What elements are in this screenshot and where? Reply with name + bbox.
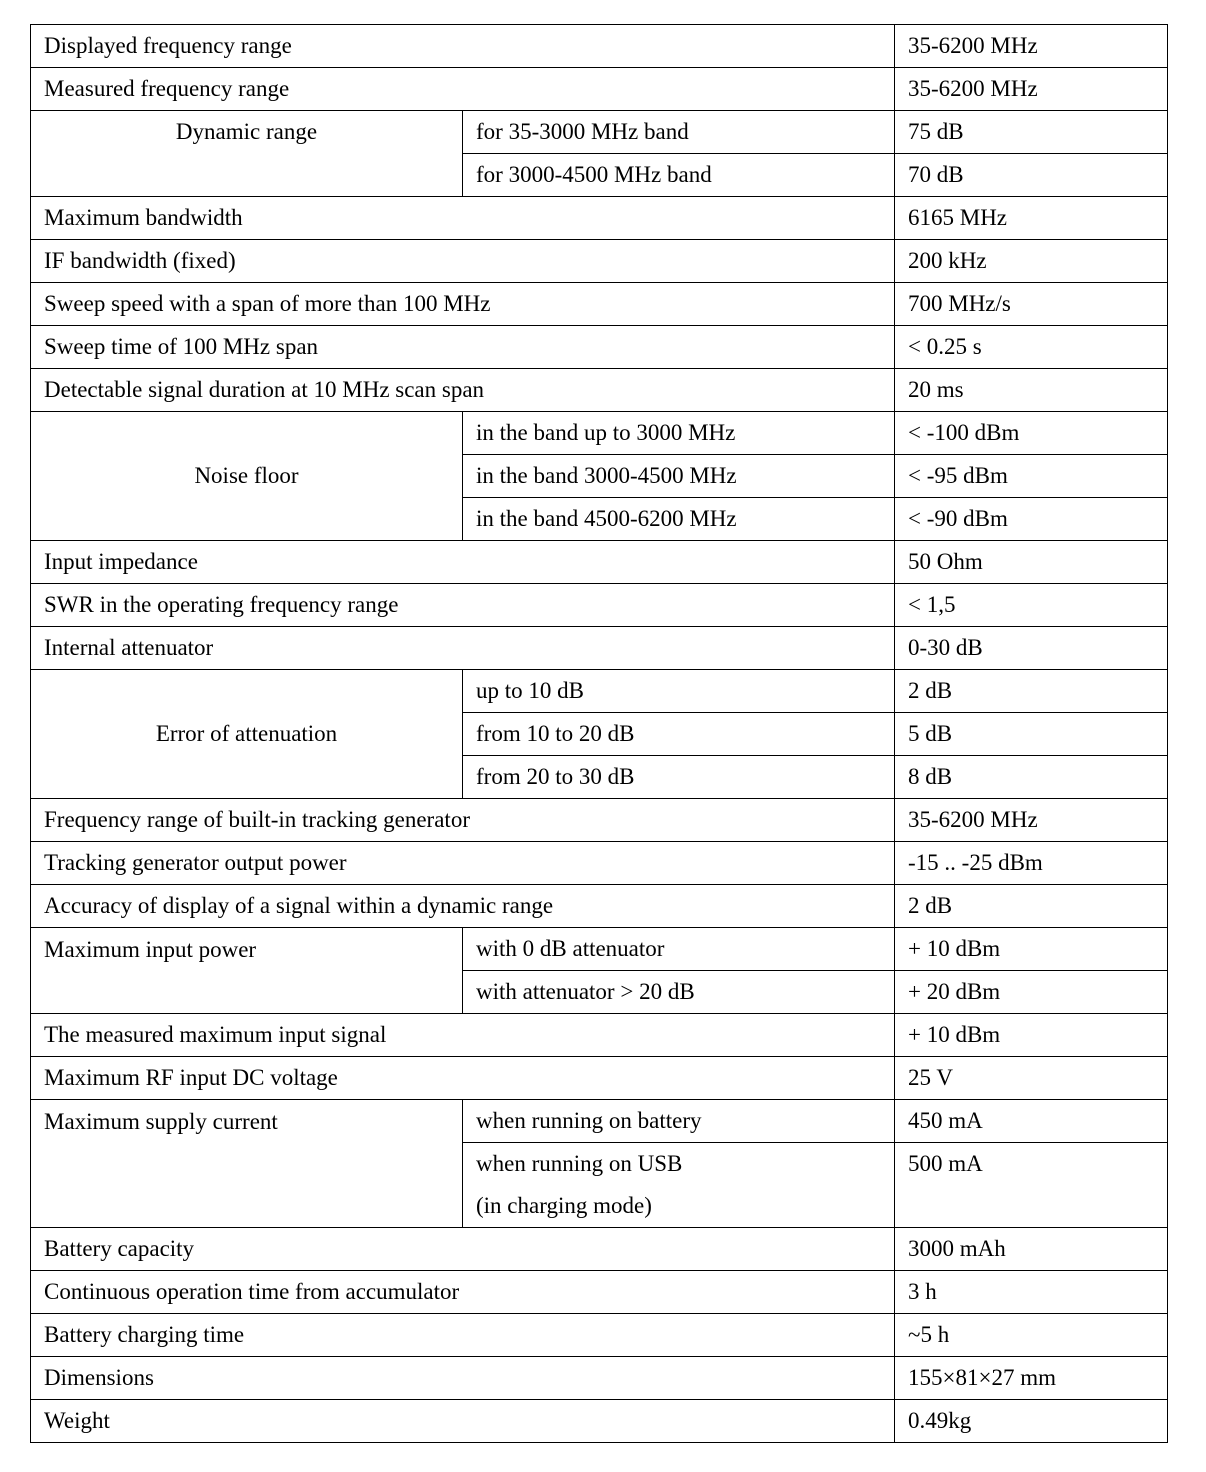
param-value: 70 dB — [895, 154, 1168, 197]
param-value: 3 h — [895, 1271, 1168, 1314]
param-value: + 20 dBm — [895, 971, 1168, 1014]
param-value: 35-6200 MHz — [895, 799, 1168, 842]
param-label: Maximum supply current — [31, 1100, 463, 1228]
param-condition-line: when running on USB — [476, 1151, 683, 1176]
param-label: Continuous operation time from accumulator — [31, 1271, 895, 1314]
table-row — [31, 584, 1168, 627]
param-value: + 10 dBm — [895, 928, 1168, 971]
param-label: Maximum bandwidth — [31, 197, 895, 240]
param-condition: in the band up to 3000 MHz — [463, 412, 895, 455]
table-row — [31, 885, 1168, 928]
table-row — [31, 928, 1168, 971]
param-condition: from 20 to 30 dB — [463, 756, 895, 799]
param-value — [895, 1143, 1168, 1228]
param-value: ~5 h — [895, 1314, 1168, 1357]
param-label: Internal attenuator — [31, 627, 895, 670]
param-value: -15 .. -25 dBm — [895, 842, 1168, 885]
param-value: 155×81×27 mm — [895, 1357, 1168, 1400]
param-label: Maximum input power — [31, 928, 463, 1014]
param-value: < -100 dBm — [895, 412, 1168, 455]
param-label: Maximum RF input DC voltage — [31, 1057, 895, 1100]
table-row — [31, 670, 1168, 713]
table-row — [31, 25, 1168, 68]
table-row — [31, 369, 1168, 412]
param-value: < 1,5 — [895, 584, 1168, 627]
table-row — [31, 627, 1168, 670]
param-value: 3000 mAh — [895, 1228, 1168, 1271]
param-condition: when running on battery — [463, 1100, 895, 1143]
table-row — [31, 1014, 1168, 1057]
table-row — [31, 1357, 1168, 1400]
param-value: 75 dB — [895, 111, 1168, 154]
table-row — [31, 326, 1168, 369]
param-value: 700 MHz/s — [895, 283, 1168, 326]
param-label: Battery capacity — [31, 1228, 895, 1271]
table-row — [31, 197, 1168, 240]
param-condition: with attenuator > 20 dB — [463, 971, 895, 1014]
spec-table — [30, 24, 1168, 1443]
table-row — [31, 842, 1168, 885]
table-row — [31, 1314, 1168, 1357]
param-condition-line: (in charging mode) — [476, 1193, 652, 1218]
param-value: 35-6200 MHz — [895, 68, 1168, 111]
param-value: < -95 dBm — [895, 455, 1168, 498]
param-value: 2 dB — [895, 885, 1168, 928]
param-value: 8 dB — [895, 756, 1168, 799]
param-label: Measured frequency range — [31, 68, 895, 111]
table-row — [31, 412, 1168, 455]
param-value: < -90 dBm — [895, 498, 1168, 541]
table-row — [31, 283, 1168, 326]
param-label: Displayed frequency range — [31, 25, 895, 68]
param-value: 2 dB — [895, 670, 1168, 713]
table-row — [31, 1400, 1168, 1443]
param-label: Input impedance — [31, 541, 895, 584]
param-label: Frequency range of built-in tracking generator — [31, 799, 895, 842]
param-value: 450 mA — [895, 1100, 1168, 1143]
param-value: 20 ms — [895, 369, 1168, 412]
param-value: 35-6200 MHz — [895, 25, 1168, 68]
param-value: 0-30 dB — [895, 627, 1168, 670]
param-value: < 0.25 s — [895, 326, 1168, 369]
param-condition: in the band 4500-6200 MHz — [463, 498, 895, 541]
param-label: Error of attenuation — [31, 670, 463, 799]
param-label: Accuracy of display of a signal within a dynamic range — [31, 885, 895, 928]
param-value: 6165 MHz — [895, 197, 1168, 240]
param-label: Sweep speed with a span of more than 100 MHz — [31, 283, 895, 326]
param-label: The measured maximum input signal — [31, 1014, 895, 1057]
table-row — [31, 240, 1168, 283]
table-row — [31, 541, 1168, 584]
param-label: Weight — [31, 1400, 895, 1443]
param-label: Dimensions — [31, 1357, 895, 1400]
table-row — [31, 1100, 1168, 1143]
table-row — [31, 111, 1168, 154]
param-label: IF bandwidth (fixed) — [31, 240, 895, 283]
param-condition — [463, 1143, 895, 1228]
param-label: Detectable signal duration at 10 MHz scan span — [31, 369, 895, 412]
param-condition: from 10 to 20 dB — [463, 713, 895, 756]
table-row — [31, 68, 1168, 111]
table-row — [31, 799, 1168, 842]
param-condition: for 3000-4500 MHz band — [463, 154, 895, 197]
param-value: 25 V — [895, 1057, 1168, 1100]
param-value: 50 Ohm — [895, 541, 1168, 584]
param-value: + 10 dBm — [895, 1014, 1168, 1057]
param-value: 200 kHz — [895, 240, 1168, 283]
param-label: SWR in the operating frequency range — [31, 584, 895, 627]
param-label: Noise floor — [31, 412, 463, 541]
param-value: 0.49kg — [895, 1400, 1168, 1443]
param-label: Sweep time of 100 MHz span — [31, 326, 895, 369]
param-condition: in the band 3000-4500 MHz — [463, 455, 895, 498]
param-condition: up to 10 dB — [463, 670, 895, 713]
param-value: 5 dB — [895, 713, 1168, 756]
param-label: Dynamic range — [31, 111, 463, 197]
param-label: Battery charging time — [31, 1314, 895, 1357]
param-label: Tracking generator output power — [31, 842, 895, 885]
table-row — [31, 1057, 1168, 1100]
param-condition: for 35-3000 MHz band — [463, 111, 895, 154]
param-condition: with 0 dB attenuator — [463, 928, 895, 971]
table-row — [31, 1228, 1168, 1271]
table-row — [31, 1271, 1168, 1314]
param-value-text: 500 mA — [908, 1151, 983, 1176]
